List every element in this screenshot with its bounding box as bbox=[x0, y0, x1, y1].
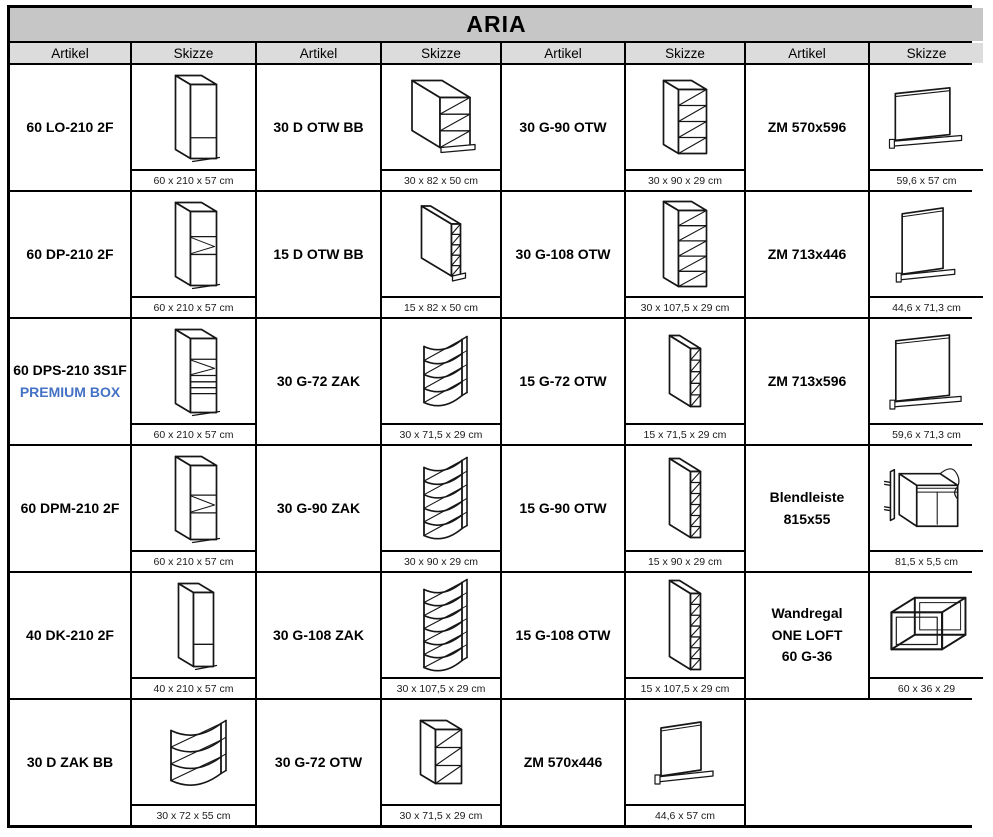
open-shelf-sketch bbox=[383, 68, 499, 166]
sketch-area bbox=[626, 573, 744, 677]
artikel-cell bbox=[502, 573, 624, 698]
artikel-cell bbox=[10, 446, 130, 571]
artikel-line: 60 DPS-210 3S1F bbox=[13, 361, 127, 378]
artikel-line: 30 D ZAK BB bbox=[26, 753, 114, 770]
sketch-area bbox=[870, 319, 983, 423]
dimension-label: 30 x 71,5 x 29 cm bbox=[382, 804, 500, 825]
skizze-cell bbox=[132, 446, 255, 571]
artikel-cell bbox=[502, 192, 624, 317]
column-header-skizze-4: Skizze bbox=[870, 43, 983, 63]
sketch-area bbox=[382, 446, 500, 550]
tall-cabinet-sketch bbox=[136, 195, 252, 293]
artikel-cell bbox=[257, 700, 380, 825]
skizze-cell bbox=[870, 573, 983, 698]
dimension-label: 30 x 90 x 29 cm bbox=[382, 550, 500, 571]
skizze-cell bbox=[132, 65, 255, 190]
skizze-cell bbox=[382, 573, 500, 698]
artikel-cell bbox=[502, 65, 624, 190]
front-panel-sketch bbox=[870, 195, 983, 293]
open-shelf-sketch bbox=[383, 703, 499, 801]
open-shelf-sketch bbox=[627, 322, 743, 420]
artikel-line: 40 DK-210 2F bbox=[26, 626, 114, 643]
skizze-cell bbox=[870, 446, 983, 571]
sketch-area bbox=[626, 65, 744, 169]
dimension-label: 30 x 71,5 x 29 cm bbox=[382, 423, 500, 444]
skizze-cell bbox=[626, 319, 744, 444]
column-header-skizze-3: Skizze bbox=[626, 43, 744, 63]
skizze-cell bbox=[626, 573, 744, 698]
sketch-area bbox=[132, 446, 255, 550]
artikel-line: 15 G-108 OTW bbox=[515, 626, 611, 643]
artikel-cell bbox=[257, 446, 380, 571]
artikel-line: 815x55 bbox=[783, 510, 831, 527]
dimension-label: 60 x 36 x 29 bbox=[870, 677, 983, 698]
artikel-cell bbox=[502, 700, 624, 825]
artikel-cell bbox=[502, 319, 624, 444]
sketch-area bbox=[132, 700, 255, 804]
dimension-label: 40 x 210 x 57 cm bbox=[132, 677, 255, 698]
tall-cabinet-sketch bbox=[136, 576, 252, 674]
front-panel-sketch bbox=[870, 322, 983, 420]
artikel-line: Wandregal bbox=[771, 604, 843, 621]
skizze-cell bbox=[382, 700, 500, 825]
dimension-label: 30 x 90 x 29 cm bbox=[626, 169, 744, 190]
column-header-artikel-4: Artikel bbox=[746, 43, 868, 63]
tall-cabinet-sketch bbox=[136, 68, 252, 166]
dimension-label: 60 x 210 x 57 cm bbox=[132, 550, 255, 571]
blendleiste-sketch bbox=[870, 449, 983, 547]
artikel-cell bbox=[746, 573, 868, 698]
dimension-label: 15 x 71,5 x 29 cm bbox=[626, 423, 744, 444]
sketch-area bbox=[870, 573, 983, 677]
artikel-cell bbox=[10, 192, 130, 317]
sketch-area bbox=[626, 192, 744, 296]
sketch-area bbox=[382, 573, 500, 677]
tall-cabinet-sketch bbox=[136, 449, 252, 547]
sketch-area bbox=[626, 700, 744, 804]
skizze-cell bbox=[870, 192, 983, 317]
skizze-cell bbox=[382, 319, 500, 444]
column-header-artikel-2: Artikel bbox=[257, 43, 380, 63]
artikel-cell bbox=[257, 65, 380, 190]
open-shelf-sketch bbox=[627, 195, 743, 293]
dimension-label: 60 x 210 x 57 cm bbox=[132, 169, 255, 190]
artikel-cell bbox=[746, 192, 868, 317]
sketch-area bbox=[382, 319, 500, 423]
artikel-line: 15 D OTW BB bbox=[273, 245, 364, 262]
corner-shelf-sketch bbox=[383, 322, 499, 420]
artikel-line: 60 DP-210 2F bbox=[26, 245, 114, 262]
dimension-label: 15 x 90 x 29 cm bbox=[626, 550, 744, 571]
skizze-cell bbox=[626, 446, 744, 571]
artikel-cell bbox=[10, 700, 130, 825]
artikel-line: 30 G-72 ZAK bbox=[276, 372, 361, 389]
sketch-area bbox=[870, 446, 983, 550]
dimension-label: 59,6 x 57 cm bbox=[870, 169, 983, 190]
sketch-area bbox=[132, 573, 255, 677]
open-shelf-sketch bbox=[627, 68, 743, 166]
skizze-cell bbox=[626, 700, 744, 825]
skizze-cell bbox=[132, 192, 255, 317]
dimension-label: 30 x 107,5 x 29 cm bbox=[626, 296, 744, 317]
artikel-cell bbox=[10, 319, 130, 444]
sketch-area bbox=[382, 65, 500, 169]
sketch-area bbox=[132, 65, 255, 169]
page-title: ARIA bbox=[10, 8, 983, 41]
open-shelf-sketch bbox=[383, 195, 499, 293]
artikel-line: 30 D OTW BB bbox=[273, 118, 364, 135]
dimension-label: 15 x 107,5 x 29 cm bbox=[626, 677, 744, 698]
skizze-cell bbox=[382, 446, 500, 571]
artikel-cell bbox=[502, 446, 624, 571]
skizze-cell bbox=[382, 65, 500, 190]
skizze-cell bbox=[626, 65, 744, 190]
artikel-line: 30 G-72 OTW bbox=[274, 753, 363, 770]
artikel-line: ZM 570x446 bbox=[523, 753, 603, 770]
dimension-label: 60 x 210 x 57 cm bbox=[132, 296, 255, 317]
sketch-area bbox=[626, 446, 744, 550]
skizze-cell bbox=[870, 319, 983, 444]
artikel-cell bbox=[10, 573, 130, 698]
column-header-skizze-1: Skizze bbox=[132, 43, 255, 63]
artikel-cell bbox=[746, 319, 868, 444]
dimension-label: 30 x 107,5 x 29 cm bbox=[382, 677, 500, 698]
artikel-line: 30 G-90 OTW bbox=[519, 118, 607, 135]
sketch-area bbox=[132, 192, 255, 296]
artikel-cell bbox=[257, 573, 380, 698]
dimension-label: 60 x 210 x 57 cm bbox=[132, 423, 255, 444]
artikel-line: ZM 713x446 bbox=[767, 245, 847, 262]
dimension-label: 81,5 x 5,5 cm bbox=[870, 550, 983, 571]
dimension-label: 30 x 82 x 50 cm bbox=[382, 169, 500, 190]
skizze-cell bbox=[870, 65, 983, 190]
artikel-cell bbox=[257, 192, 380, 317]
sketch-area bbox=[870, 192, 983, 296]
artikel-cell bbox=[746, 65, 868, 190]
dimension-label: 44,6 x 71,3 cm bbox=[870, 296, 983, 317]
skizze-cell bbox=[382, 192, 500, 317]
product-table bbox=[7, 5, 972, 828]
artikel-line: PREMIUM BOX bbox=[19, 383, 121, 400]
corner-shelf-sketch bbox=[383, 449, 499, 547]
skizze-cell bbox=[132, 573, 255, 698]
column-header-artikel-3: Artikel bbox=[502, 43, 624, 63]
artikel-line: 15 G-90 OTW bbox=[519, 499, 607, 516]
artikel-line: ZM 570x596 bbox=[767, 118, 847, 135]
artikel-line: ZM 713x596 bbox=[767, 372, 847, 389]
sketch-area bbox=[626, 319, 744, 423]
column-header-artikel-1: Artikel bbox=[10, 43, 130, 63]
skizze-cell bbox=[626, 192, 744, 317]
column-header-skizze-2: Skizze bbox=[382, 43, 500, 63]
sketch-area bbox=[870, 65, 983, 169]
artikel-line: 60 LO-210 2F bbox=[26, 118, 114, 135]
dimension-label: 30 x 72 x 55 cm bbox=[132, 804, 255, 825]
corner-shelf-sketch bbox=[136, 703, 252, 801]
dimension-label: 15 x 82 x 50 cm bbox=[382, 296, 500, 317]
artikel-cell bbox=[746, 446, 868, 571]
artikel-line: 30 G-90 ZAK bbox=[276, 499, 361, 516]
dimension-label: 59,6 x 71,3 cm bbox=[870, 423, 983, 444]
tall-cabinet-sketch bbox=[136, 322, 252, 420]
frame-shelf-sketch bbox=[870, 576, 983, 674]
empty-cell bbox=[746, 700, 983, 825]
sketch-area bbox=[382, 192, 500, 296]
artikel-line: 30 G-108 OTW bbox=[515, 245, 611, 262]
artikel-line: ONE LOFT bbox=[771, 626, 843, 643]
artikel-line: Blendleiste bbox=[769, 488, 845, 505]
artikel-cell bbox=[10, 65, 130, 190]
dimension-label: 44,6 x 57 cm bbox=[626, 804, 744, 825]
artikel-line: 60 G-36 bbox=[781, 648, 833, 665]
skizze-cell bbox=[132, 319, 255, 444]
open-shelf-sketch bbox=[627, 576, 743, 674]
artikel-line: 15 G-72 OTW bbox=[519, 372, 607, 389]
sketch-area bbox=[382, 700, 500, 804]
front-panel-sketch bbox=[627, 703, 743, 801]
sketch-area bbox=[132, 319, 255, 423]
corner-shelf-sketch bbox=[383, 576, 499, 674]
open-shelf-sketch bbox=[627, 449, 743, 547]
skizze-cell bbox=[132, 700, 255, 825]
artikel-line: 30 G-108 ZAK bbox=[272, 626, 365, 643]
front-panel-sketch bbox=[870, 68, 983, 166]
artikel-cell bbox=[257, 319, 380, 444]
artikel-line: 60 DPM-210 2F bbox=[20, 499, 120, 516]
